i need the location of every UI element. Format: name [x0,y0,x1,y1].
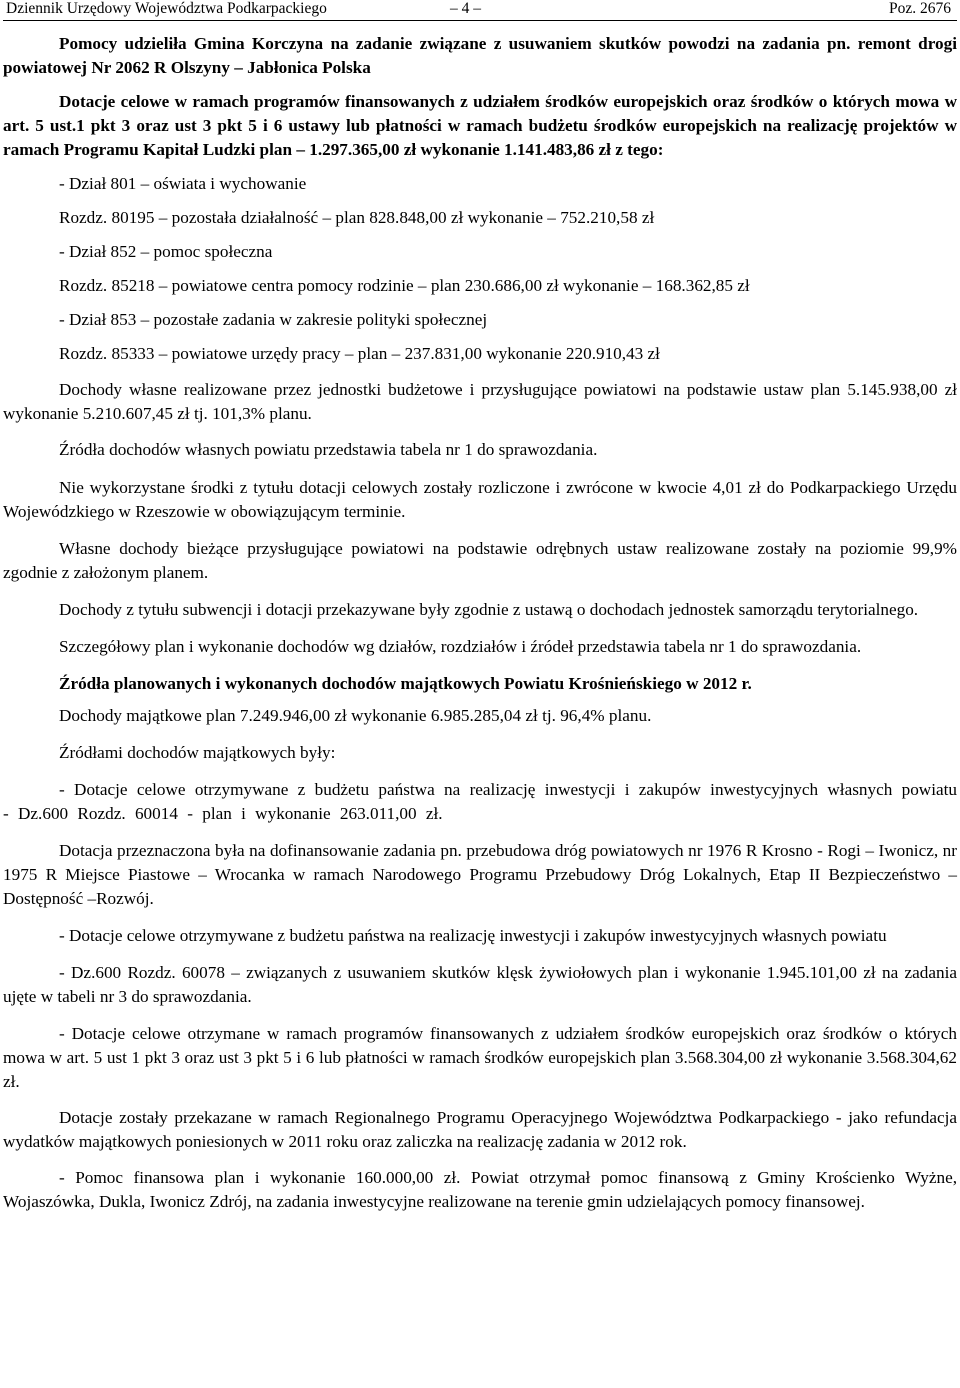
line-dzial-801: - Dział 801 – oświata i wychowanie [59,174,307,193]
line-dzial-853: - Dział 853 – pozostałe zadania w zakresie polityki społecznej [59,310,488,329]
paragraph-current-income: Własne dochody bieżące przysługujące powiatowi na podstawie odrębnych ustaw realizowane zostały na poziomie 99,9% zgodnie z założonym planem. [3,539,957,582]
paragraph-state-grants: - Dotacje celowe otrzymywane z budżetu państwa na realizację inwestycji i zakupów inwestycyjnych własnych powiatu - Dz.600 Rozdz. 60014 - plan i wykonanie 263.011,00 zł. [3,780,957,823]
paragraph-eu-capital-grants: - Dotacje celowe otrzymane w ramach programów finansowanych z udziałem środków europejskich oraz środków o których mowa w art. 5 ust 1 pkt 3 oraz ust 3 pkt 5 i 6 lub płatności w ramach środków europejskich plan 3.568.304,00 zł wykonanie 3.568.304,62 zł. [3,1024,957,1091]
paragraph-eu-grants: Dotacje celowe w ramach programów finansowanych z udziałem środków europejskich oraz środków o których mowa w art. 5 ust.1 pkt 3 oraz ust 3 pkt 5 i 6 ustawy lub płatności w ramach budżetu środków europejskich na realizację projektów w ramach Programu Kapitał Ludzki plan – 1.297.365,00 zł wykonanie 1.141.483,86 zł z tego: [3,92,957,159]
line-rozdz-85333: Rozdz. 85333 – powiatowe urzędy pracy – plan – 237.831,00 wykonanie 220.910,43 zł [59,344,660,363]
page-number: – 4 – [450,0,481,17]
paragraph-own-income: Dochody własne realizowane przez jednostki budżetowe i przysługujące powiatowi na podstawie ustaw plan 5.145.938,00 zł wykonanie 5.210.607,45 zł tj. 101,3% planu. [3,380,957,423]
paragraph-unused-funds: Nie wykorzystane środki z tytułu dotacji celowych zostały rozliczone i zwrócone w kwocie 4,01 zł do Podkarpackiego Urzędu Wojewódzkiego w Rzeszowie w obowiązującym terminie. [3,478,957,521]
paragraph-aid-korczyna: Pomocy udzieliła Gmina Korczyna na zadanie związane z usuwaniem skutków powodzi na zadania pn. remont drogi powiatowej Nr 2062 R Olszyny – Jabłonica Polska [3,34,957,77]
journal-title: Dziennik Urzędowy Województwa Podkarpackiego [6,0,327,17]
paragraph-capital-sources: Źródłami dochodów majątkowych były: [59,743,336,762]
line-dzial-852: - Dział 852 – pomoc społeczna [59,242,273,261]
paragraph-detailed-plan: Szczegółowy plan i wykonanie dochodów wg działów, rozdziałów i źródeł przedstawia tabela nr 1 do sprawozdania. [59,637,862,656]
paragraph-rpo-refund: Dotacje zostały przekazane w ramach Regionalnego Programu Operacyjnego Województwa Podkarpackiego - jako refundacja wydatków majątkowych poniesionych w 2011 roku oraz zaliczka na realizację zadania w 2012 rok. [3,1108,957,1151]
paragraph-disaster-recovery: - Dz.600 Rozdz. 60078 – związanych z usuwaniem skutków klęsk żywiołowych plan i wykonanie 1.945.101,00 zł na zadania ujęte w tabeli nr 3 do sprawozdania. [3,963,957,1006]
line-rozdz-85218: Rozdz. 85218 – powiatowe centra pomocy rodzinie – plan 230.686,00 zł wykonanie – 168.362,85 zł [59,276,750,295]
paragraph-capital-income: Dochody majątkowe plan 7.249.946,00 zł wykonanie 6.985.285,04 zł tj. 96,4% planu. [59,706,652,725]
position-number: Poz. 2676 [889,0,951,17]
paragraph-income-sources: Źródła dochodów własnych powiatu przedstawia tabela nr 1 do sprawozdania. [59,440,598,459]
page-header [3,0,957,21]
paragraph-state-grants-2: - Dotacje celowe otrzymywane z budżetu państwa na realizację inwestycji i zakupów inwestycyjnych własnych powiatu [59,926,887,945]
paragraph-subsidies: Dochody z tytułu subwencji i dotacji przekazywane były zgodnie z ustawą o dochodach jednostek samorządu terytorialnego. [59,600,919,619]
paragraph-financial-aid: - Pomoc finansowa plan i wykonanie 160.000,00 zł. Powiat otrzymał pomoc finansową z Gminy Krościenko Wyżne, Wojaszówka, Dukla, Iwonicz Zdrój, na zadania inwestycyjne realizowane na terenie gmin udzielających pomocy finansowej. [3,1168,957,1211]
paragraph-road-grant: Dotacja przeznaczona była na dofinansowanie zadania pn. przebudowa dróg powiatowych nr 1976 R Krosno - Rogi – Iwonicz, nr 1975 R Miejsce Piastowe – Wrocanka w ramach Narodowego Programu Przebudowy Dróg Lokalnych, Etap II Bezpieczeństwo – Dostępność –Rozwój. [3,841,957,908]
line-rozdz-80195: Rozdz. 80195 – pozostała działalność – plan 828.848,00 zł wykonanie – 752.210,58 zł [59,208,655,227]
section-heading-capital-income: Źródła planowanych i wykonanych dochodów majątkowych Powiatu Krośnieńskiego w 2012 r. [59,674,752,693]
